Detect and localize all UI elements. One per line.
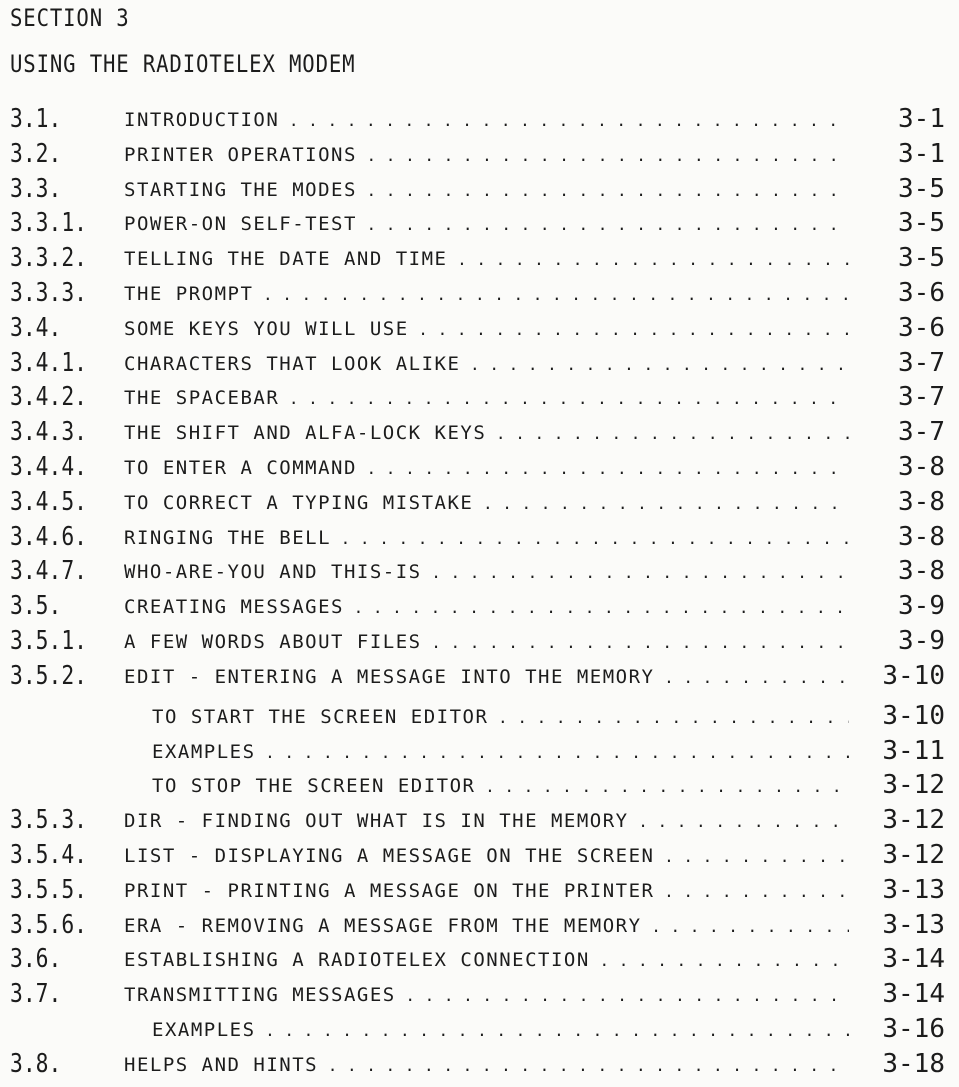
toc-entry-number: 3.3.2. — [10, 243, 88, 274]
toc-entry — [0, 487, 959, 522]
toc-entry-page: 3-5 — [898, 208, 945, 239]
toc-entry-title: CHARACTERS THAT LOOK ALIKE . . . — [124, 352, 849, 377]
toc-entry-number: 3.1. — [10, 104, 62, 134]
toc-entry-title: TO START THE SCREEN EDITOR . . . — [152, 705, 849, 730]
toc-entry-number: 3.3.3. — [10, 277, 88, 308]
section-heading: SECTION 3 — [10, 4, 130, 32]
toc-entry-title: THE PROMPT . . . — [124, 282, 849, 307]
toc-entry-page: 3-9 — [898, 625, 945, 656]
toc-entry-number: 3.5.5. — [10, 874, 88, 905]
toc-entry-number: 3.4.7. — [10, 556, 88, 587]
toc-entry-number: 3.4.1. — [10, 347, 88, 378]
toc-entry-number: 3.3.1. — [10, 208, 88, 239]
toc-entry-page: 3-8 — [898, 556, 945, 587]
toc-entry-number: 3.5.4. — [10, 839, 88, 870]
toc-entry — [0, 243, 959, 278]
toc-entry-page: 3-14 — [882, 944, 945, 975]
toc-entry-page: 3-6 — [898, 277, 945, 308]
toc-entry-page: 3-9 — [898, 591, 945, 622]
toc-entry-number: 3.4.2. — [10, 382, 88, 413]
toc-entry-page: 3-13 — [882, 874, 945, 905]
toc-entry-number: 3.5.3. — [10, 805, 88, 836]
toc-entry-page: 3-16 — [882, 1013, 945, 1044]
toc-entry — [0, 1049, 959, 1084]
toc-entry-title: POWER-ON SELF-TEST . . . — [124, 212, 849, 237]
toc-entry-title: TO STOP THE SCREEN EDITOR . . . — [152, 774, 849, 799]
toc-entry — [0, 417, 959, 452]
toc-entry-page: 3-1 — [898, 104, 945, 134]
toc-entry — [0, 382, 959, 417]
toc-entry-number: 3.4.3. — [10, 417, 88, 448]
toc-entry-page: 3-7 — [898, 347, 945, 378]
toc-entry-title: EDIT - ENTERING A MESSAGE INTO THE MEMORY . . . — [124, 665, 849, 690]
toc-entry-title: RINGING THE BELL . . . — [124, 526, 849, 551]
toc-entry-title: DIR - FINDING OUT WHAT IS IN THE MEMORY . . . — [124, 809, 849, 834]
toc-entry-title: TRANSMITTING MESSAGES . . . — [124, 983, 849, 1008]
toc-entry-page: 3-8 — [898, 451, 945, 482]
toc-entry-page: 3-6 — [898, 312, 945, 343]
toc-entry-number: 3.2. — [10, 138, 62, 169]
toc-entry-page: 3-10 — [882, 660, 945, 691]
toc-entry-title: ESTABLISHING A RADIOTELEX CONNECTION . . . — [124, 948, 849, 973]
toc-entry — [0, 174, 959, 209]
table-of-contents — [0, 104, 959, 1084]
toc-entry-title: CREATING MESSAGES . . . — [124, 595, 849, 620]
toc-entry-title: INTRODUCTION . . . — [124, 108, 849, 133]
toc-entry — [0, 522, 959, 557]
toc-entry — [0, 591, 959, 626]
toc-entry — [0, 840, 959, 875]
toc-entry-title: PRINTER OPERATIONS . . . — [124, 143, 849, 168]
toc-entry-page: 3-8 — [898, 521, 945, 552]
toc-entry — [0, 104, 959, 139]
toc-entry-page: 3-7 — [898, 417, 945, 448]
toc-entry-number: 3.8. — [10, 1048, 62, 1079]
toc-entry-number: 3.5.6. — [10, 909, 88, 940]
toc-entry-page: 3-5 — [898, 173, 945, 204]
toc-entry — [0, 944, 959, 979]
toc-entry-title: HELPS AND HINTS . . . — [124, 1053, 849, 1078]
toc-entry-title: EXAMPLES . . . — [152, 1018, 849, 1043]
toc-entry-number: 3.5.1. — [10, 625, 88, 656]
toc-entry — [0, 770, 959, 805]
toc-entry-title: TO ENTER A COMMAND . . . — [124, 456, 849, 481]
toc-entry — [0, 661, 959, 701]
toc-entry-page: 3-14 — [882, 979, 945, 1010]
toc-entry-title: WHO-ARE-YOU AND THIS-IS . . . — [124, 560, 849, 585]
toc-entry-number: 3.4. — [10, 312, 62, 343]
toc-entry — [0, 805, 959, 840]
toc-entry-title: LIST - DISPLAYING A MESSAGE ON THE SCREEN . . . — [124, 844, 849, 869]
toc-entry — [0, 875, 959, 910]
toc-entry-page: 3-7 — [898, 382, 945, 413]
toc-entry-title: EXAMPLES . . . — [152, 740, 849, 765]
toc-entry — [0, 556, 959, 591]
toc-entry-title: TO CORRECT A TYPING MISTAKE . . . — [124, 491, 849, 516]
toc-entry-title: STARTING THE MODES . . . — [124, 178, 849, 203]
toc-entry — [0, 348, 959, 383]
toc-entry-page: 3-12 — [882, 805, 945, 836]
toc-entry — [0, 701, 959, 736]
section-title: USING THE RADIOTELEX MODEM — [10, 50, 356, 78]
toc-entry-page: 3-10 — [882, 700, 945, 731]
toc-entry-title: THE SHIFT AND ALFA-LOCK KEYS . . . — [124, 421, 849, 446]
toc-entry-number: 3.3. — [10, 173, 62, 204]
toc-entry — [0, 278, 959, 313]
toc-entry — [0, 910, 959, 945]
toc-entry-number: 3.4.6. — [10, 521, 88, 552]
toc-entry-title: THE SPACEBAR . . . — [124, 386, 849, 411]
toc-entry-title: A FEW WORDS ABOUT FILES . . . — [124, 630, 849, 655]
toc-entry — [0, 626, 959, 661]
toc-entry-number: 3.6. — [10, 944, 62, 975]
toc-entry-page: 3-11 — [882, 735, 945, 766]
toc-entry-page: 3-5 — [898, 243, 945, 274]
toc-entry — [0, 736, 959, 771]
toc-entry — [0, 1014, 959, 1049]
toc-entry — [0, 208, 959, 243]
toc-entry-page: 3-8 — [898, 486, 945, 517]
toc-entry-title: PRINT - PRINTING A MESSAGE ON THE PRINTER . . . — [124, 879, 849, 904]
toc-entry — [0, 313, 959, 348]
toc-entry-page: 3-12 — [882, 770, 945, 801]
toc-entry-number: 3.5.2. — [10, 660, 88, 691]
toc-entry-number: 3.4.5. — [10, 486, 88, 517]
toc-entry-page: 3-18 — [882, 1048, 945, 1079]
toc-entry — [0, 979, 959, 1014]
toc-entry-page: 3-13 — [882, 909, 945, 940]
toc-entry-page: 3-12 — [882, 839, 945, 870]
toc-entry-title: TELLING THE DATE AND TIME . . . — [124, 247, 849, 272]
toc-entry-title: ERA - REMOVING A MESSAGE FROM THE MEMORY . . . — [124, 914, 849, 939]
toc-entry-number: 3.7. — [10, 979, 62, 1010]
toc-entry — [0, 139, 959, 174]
toc-entry-page: 3-1 — [898, 138, 945, 169]
toc-entry — [0, 452, 959, 487]
toc-entry-number: 3.4.4. — [10, 451, 88, 482]
toc-entry-title: SOME KEYS YOU WILL USE . . . — [124, 317, 849, 342]
toc-entry-number: 3.5. — [10, 591, 62, 622]
